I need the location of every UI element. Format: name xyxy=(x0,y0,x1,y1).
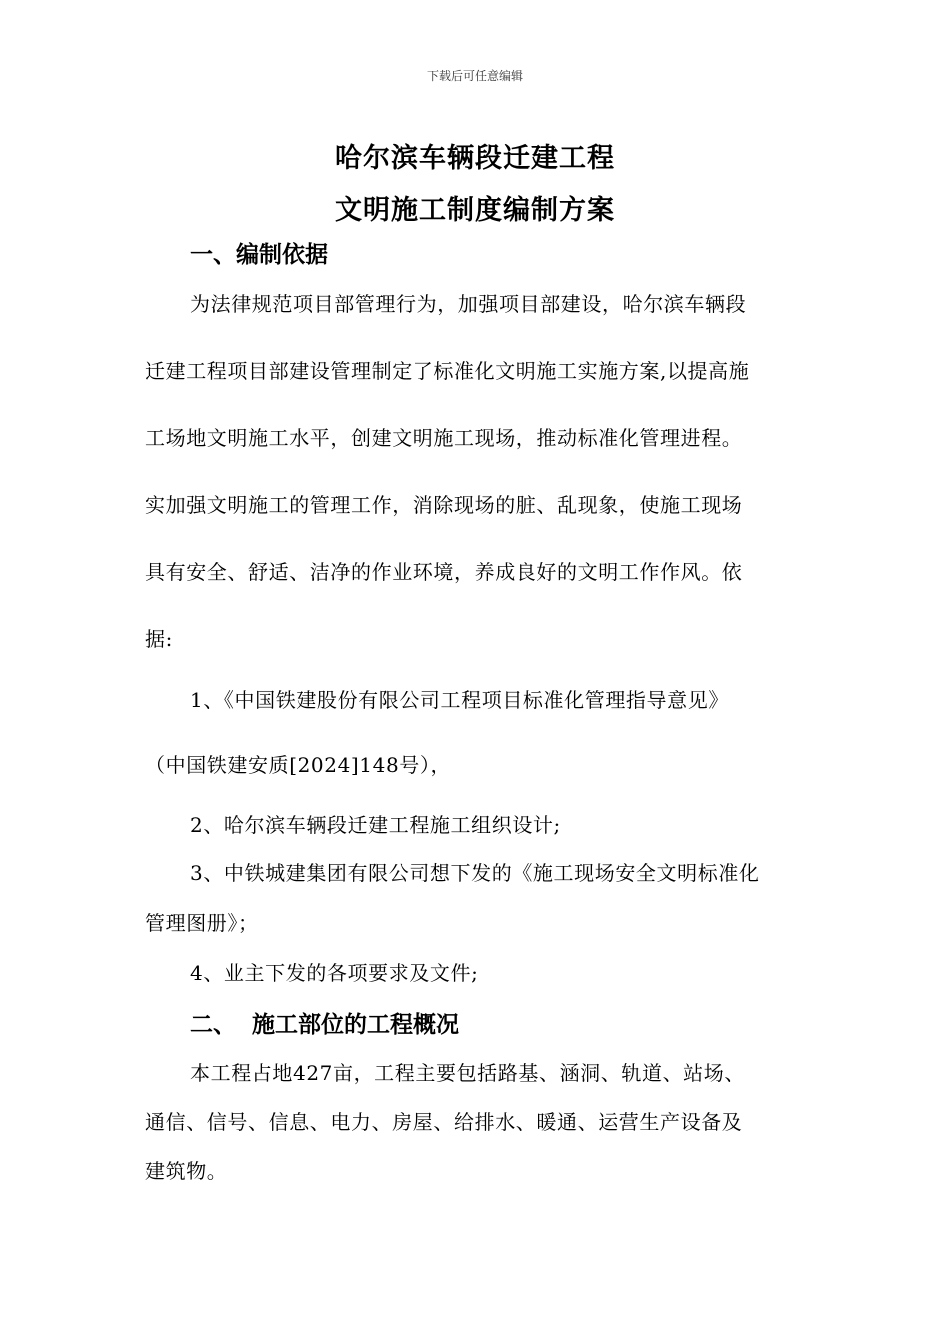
basis-item-2: 2、哈尔滨车辆段迁建工程施工组织设计; xyxy=(190,813,561,837)
section-2-heading: 二、 施工部位的工程概况 xyxy=(190,1012,460,1038)
paragraph-line: 具有安全、舒适、洁净的作业环境，养成良好的文明工作作风。依 xyxy=(145,560,743,584)
basis-item-4: 4、业主下发的各项要求及文件; xyxy=(190,961,479,985)
paragraph-line: 实加强文明施工的管理工作，消除现场的脏、乱现象，使施工现场 xyxy=(145,493,743,517)
paragraph-line: 本工程占地427亩，工程主要包括路基、涵洞、轨道、站场、 xyxy=(190,1061,745,1085)
document-title-line-1: 哈尔滨车辆段迁建工程 xyxy=(335,143,615,174)
paragraph-line: 通信、信号、信息、电力、房屋、给排水、暖通、运营生产设备及 xyxy=(145,1110,743,1134)
basis-item-3-continuation: 管理图册》； xyxy=(145,911,259,935)
paragraph-line: 建筑物。 xyxy=(145,1159,228,1183)
paragraph-line: 工场地文明施工水平，创建文明施工现场，推动标准化管理进程。 xyxy=(145,426,743,450)
basis-item-1: 1、《中国铁建股份有限公司工程项目标准化管理指导意见》 xyxy=(190,688,729,712)
document-title-line-2: 文明施工制度编制方案 xyxy=(335,195,615,226)
paragraph-line: 为法律规范项目部管理行为，加强项目部建设，哈尔滨车辆段 xyxy=(190,292,747,316)
paragraph-line: 据: xyxy=(145,627,173,651)
section-1-heading: 一、编制依据 xyxy=(190,242,328,268)
header-note: 下载后可任意编辑 xyxy=(426,69,523,83)
basis-item-1-continuation: （中国铁建安质[2024]148号）， xyxy=(145,753,452,777)
basis-item-3: 3、中铁城建集团有限公司想下发的《施工现场安全文明标准化 xyxy=(190,861,760,885)
paragraph-line: 迁建工程项目部建设管理制定了标准化文明施工实施方案,以提高施 xyxy=(145,359,750,383)
